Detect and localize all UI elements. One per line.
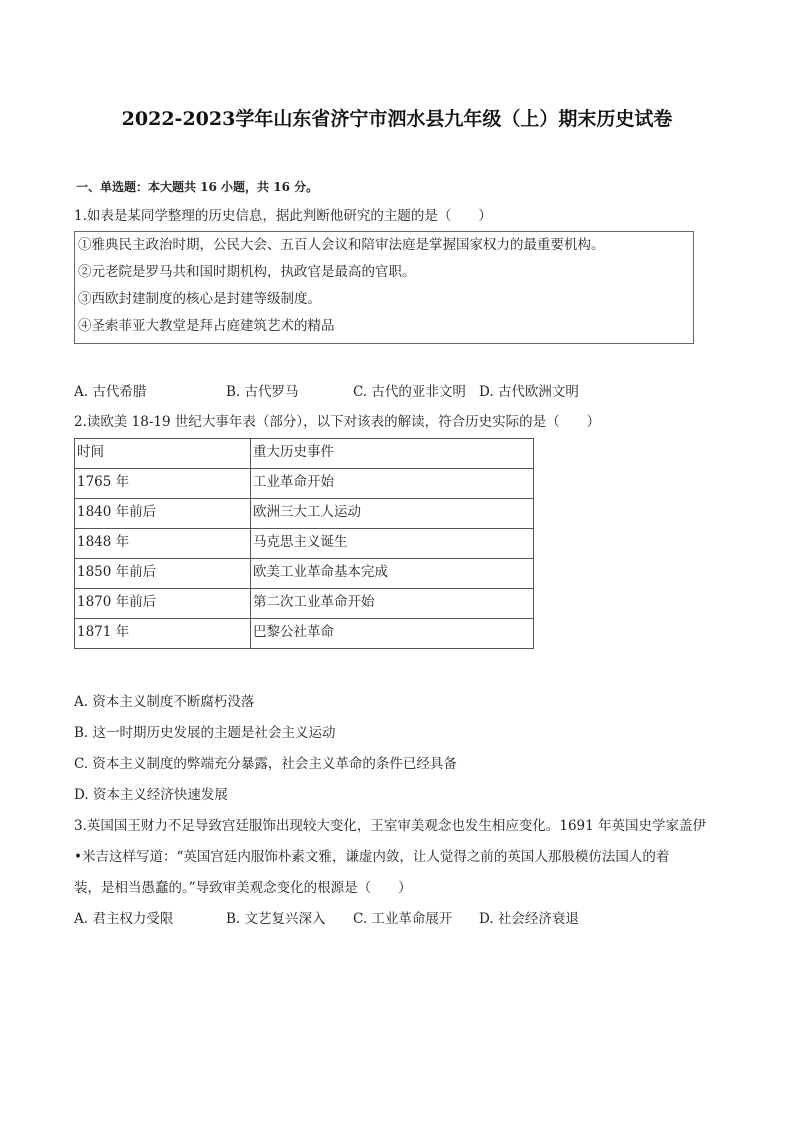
table-cell: 1870 年前后 — [75, 589, 251, 619]
q3-option-b[interactable]: B. 文艺复兴深入 — [226, 911, 326, 927]
q2-option-a[interactable]: A. 资本主义制度不断腐朽没落 — [74, 694, 255, 710]
q2-option-c[interactable]: C. 资本主义制度的弊端充分暴露，社会主义革命的条件已经具备 — [74, 756, 457, 772]
table-cell: 欧美工业革命基本完成 — [251, 559, 534, 589]
table-row — [75, 619, 534, 649]
table-cell: 1848 年 — [75, 529, 251, 559]
table-row — [75, 559, 534, 589]
q2-option-b[interactable]: B. 这一时期历史发展的主题是社会主义运动 — [74, 725, 336, 741]
table-header-cell: 重大历史事件 — [251, 439, 534, 469]
q1-item: ①雅典民主政治时期，公民大会、五百人会议和陪审法庭是掌握国家权力的最重要机构。 — [78, 237, 605, 253]
q1-info-box — [74, 231, 694, 344]
q3-option-d[interactable]: D. 社会经济衰退 — [479, 911, 579, 927]
q1-stem: 1.如表是某同学整理的历史信息，据此判断他研究的主题的是（ ） — [74, 208, 492, 224]
table-header-cell: 时间 — [75, 439, 251, 469]
q1-option-b[interactable]: B. 古代罗马 — [226, 384, 299, 400]
table-header-row — [75, 439, 534, 469]
table-cell: 欧洲三大工人运动 — [251, 499, 534, 529]
table-cell: 巴黎公社革命 — [251, 619, 534, 649]
section-heading: 一、单选题：本大题共 16 小题，共 16 分。 — [76, 180, 319, 194]
q1-option-c[interactable]: C. 古代的亚非文明 — [353, 384, 466, 400]
q1-option-a[interactable]: A. 古代希腊 — [74, 384, 147, 400]
q3-stem-line: 3.英国国王财力不足导致宫廷服饰出现较大变化，王室审美观念也发生相应变化。1691 年英国史学家盖伊 — [74, 818, 707, 834]
q1-item: ③西欧封建制度的核心是封建等级制度。 — [78, 291, 321, 307]
q2-option-d[interactable]: D. 资本主义经济快速发展 — [74, 787, 228, 803]
q3-option-c[interactable]: C. 工业革命展开 — [353, 911, 453, 927]
q1-item: ②元老院是罗马共和国时期机构，执政官是最高的官职。 — [78, 264, 416, 280]
table-row — [75, 529, 534, 559]
q1-item: ④圣索菲亚大教堂是拜占庭建筑艺术的精品 — [78, 318, 335, 334]
table-row — [75, 589, 534, 619]
table-row — [75, 469, 534, 499]
table-cell: 第二次工业革命开始 — [251, 589, 534, 619]
q3-stem-line: •米吉这样写道：“英国宫廷内服饰朴素文雅，谦虚内敛，让人觉得之前的英国人那般模仿法国人的着 — [74, 849, 670, 865]
table-cell: 1871 年 — [75, 619, 251, 649]
page-title: 2022-2023学年山东省济宁市泗水县九年级（上）期末历史试卷 — [121, 108, 673, 130]
q3-stem-line: 装，是相当愚蠢的。”导致审美观念变化的根源是（ ） — [74, 880, 412, 896]
table-cell: 1840 年前后 — [75, 499, 251, 529]
table-cell: 马克思主义诞生 — [251, 529, 534, 559]
table-cell: 工业革命开始 — [251, 469, 534, 499]
events-table — [74, 438, 534, 649]
q2-stem: 2.读欧美 18-19 世纪大事年表（部分），以下对该表的解读，符合历史实际的是（ ） — [74, 414, 601, 430]
table-cell: 1765 年 — [75, 469, 251, 499]
q3-option-a[interactable]: A. 君主权力受限 — [74, 911, 174, 927]
q1-option-d[interactable]: D. 古代欧洲文明 — [479, 384, 579, 400]
table-row — [75, 499, 534, 529]
table-cell: 1850 年前后 — [75, 559, 251, 589]
